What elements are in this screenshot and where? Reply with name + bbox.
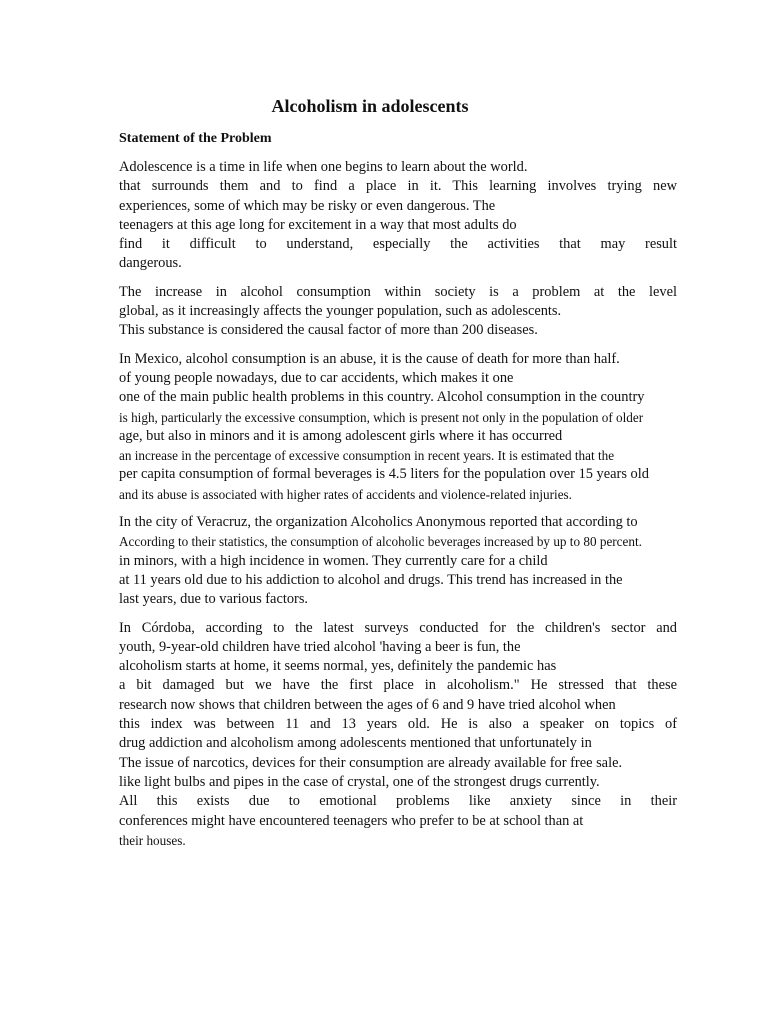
- text-line: a bit damaged but we have the first place in alcoholism." He stressed that these: [119, 677, 677, 694]
- document-body: [119, 158, 677, 859]
- text-line: According to their statistics, the consumption of alcoholic beverages increased by up to 80 percent.: [119, 534, 642, 550]
- paragraph-cordoba: [119, 619, 677, 851]
- text-line: is high, particularly the excessive consumption, which is present not only in the population of older: [119, 409, 644, 425]
- document-title: Alcoholism in adolescents: [271, 96, 469, 116]
- text-line: All this exists due to emotional problems like anxiety since in their: [119, 793, 677, 810]
- text-line: This substance is considered the causal factor of more than 200 diseases.: [119, 322, 538, 339]
- text-line: In the city of Veracruz, the organization Alcoholics Anonymous reported that according to: [119, 514, 638, 531]
- text-line: global, as it increasingly affects the younger population, such as adolescents.: [119, 303, 562, 320]
- text-line: and its abuse is associated with higher rates of accidents and violence-related injuries.: [119, 486, 572, 502]
- paragraph-mexico: [119, 350, 677, 504]
- text-line: per capita consumption of formal beverages is 4.5 liters for the population over 15 years old: [119, 466, 649, 483]
- text-line: of young people nowadays, due to car accidents, which makes it one: [119, 369, 514, 386]
- text-line: In Mexico, alcohol consumption is an abuse, it is the cause of death for more than half.: [119, 350, 620, 367]
- paragraph-adolescence: [119, 158, 677, 274]
- text-line: In Córdoba, according to the latest surveys conducted for the children's sector and: [119, 619, 677, 636]
- text-line: The increase in alcohol consumption within society is a problem at the level: [119, 283, 677, 300]
- text-line: that surrounds them and to find a place in it. This learning involves trying new: [119, 178, 677, 195]
- text-line: in minors, with a high incidence in women. They currently care for a child: [119, 552, 548, 569]
- paragraph-veracruz: [119, 513, 677, 609]
- text-line: an increase in the percentage of excessive consumption in recent years. It is estimated that the: [119, 448, 615, 464]
- text-line: find it difficult to understand, especially the activities that may result: [119, 236, 677, 253]
- text-line: research now shows that children between the ages of 6 and 9 have tried alcohol when: [119, 696, 616, 713]
- section-heading: Statement of the Problem: [119, 131, 272, 146]
- text-line: drug addiction and alcoholism among adolescents mentioned that unfortunately in: [119, 735, 592, 752]
- text-line: dangerous.: [119, 255, 182, 272]
- text-line: teenagers at this age long for excitement in a way that most adults do: [119, 216, 517, 233]
- text-line: this index was between 11 and 13 years old. He is also a speaker on topics of: [119, 716, 677, 733]
- text-line: youth, 9-year-old children have tried alcohol 'having a beer is fun, the: [119, 638, 521, 655]
- paragraph-consumption-increase: [119, 283, 677, 341]
- text-line: at 11 years old due to his addiction to alcohol and drugs. This trend has increased in the: [119, 571, 623, 588]
- text-line: age, but also in minors and it is among adolescent girls where it has occurred: [119, 427, 563, 444]
- text-line: Adolescence is a time in life when one begins to learn about the world.: [119, 159, 528, 175]
- text-line: The issue of narcotics, devices for their consumption are already available for free sale.: [119, 754, 623, 771]
- text-line: conferences might have encountered teenagers who prefer to be at school than at: [119, 812, 584, 829]
- text-line: one of the main public health problems in this country. Alcohol consumption in the country: [119, 389, 645, 406]
- text-line: like light bulbs and pipes in the case of crystal, one of the strongest drugs currently.: [119, 773, 600, 790]
- text-line: alcoholism starts at home, it seems normal, yes, definitely the pandemic has: [119, 658, 557, 675]
- text-line: last years, due to various factors.: [119, 591, 309, 608]
- text-line: their houses.: [119, 832, 186, 848]
- text-line: experiences, some of which may be risky or even dangerous. The: [119, 197, 496, 214]
